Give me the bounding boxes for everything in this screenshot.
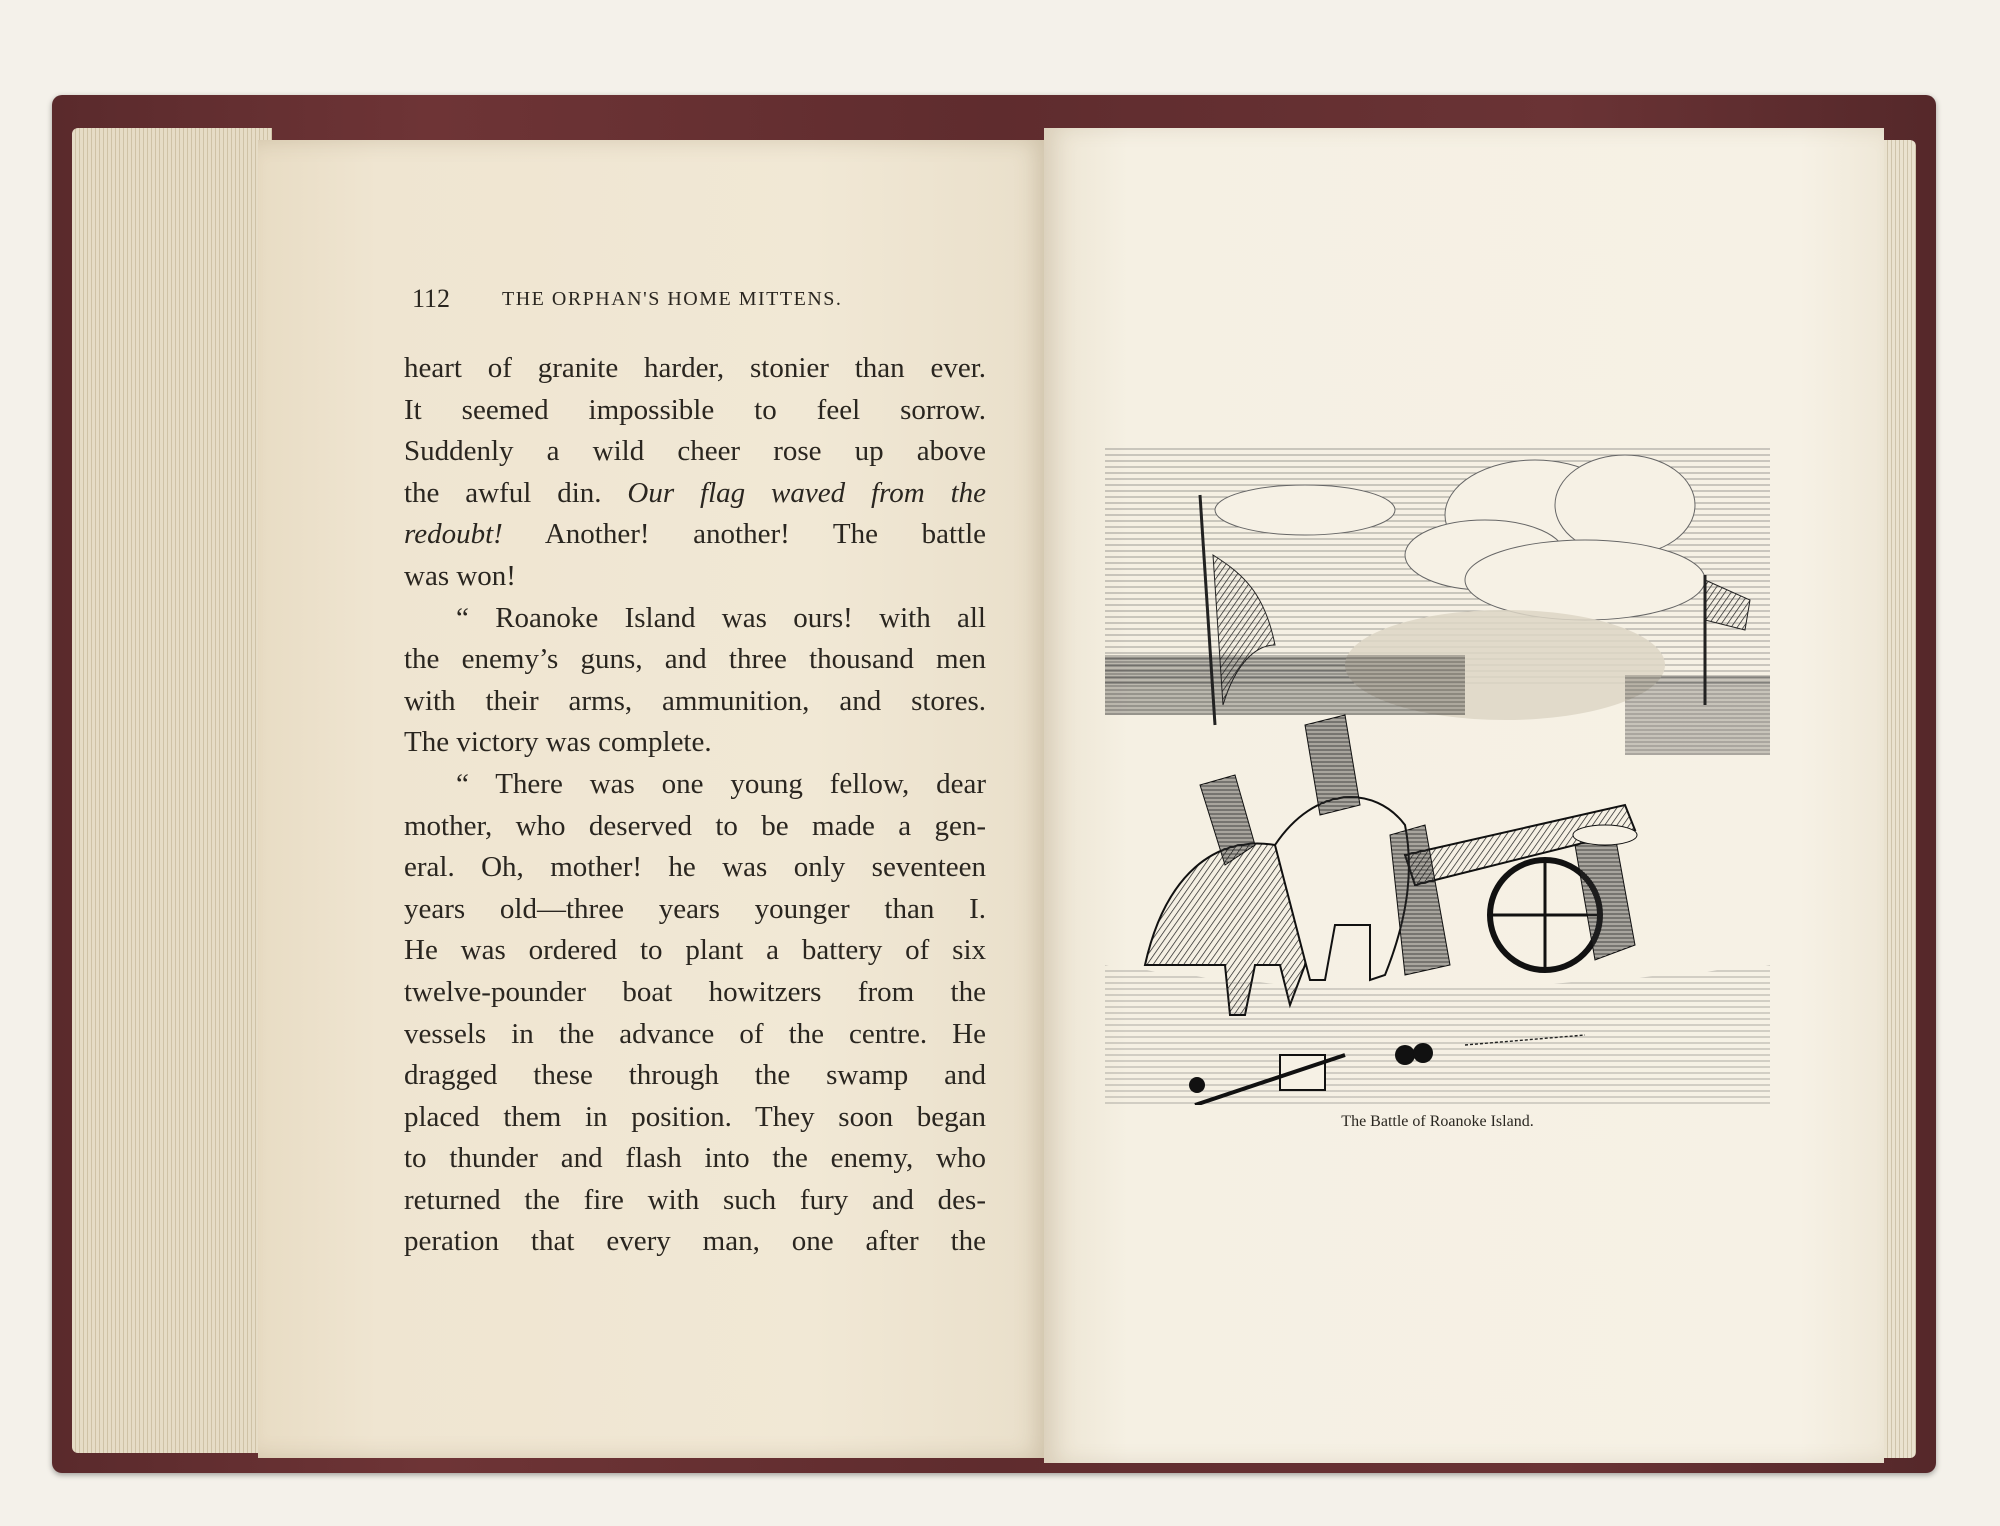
text-line: mother, who deserved to be made a gen-: [404, 809, 986, 842]
text-line: years old—three years younger than I.: [404, 892, 986, 925]
text-line: returned the fire with such fury and des-: [404, 1183, 986, 1216]
text-line: peration that every man, one after the: [404, 1225, 986, 1258]
text-line: It seemed impossible to feel sorrow.: [404, 393, 986, 426]
italic-phrase: redoubt!: [404, 518, 503, 551]
text-line: heart of granite harder, stonier than ever.: [404, 352, 986, 384]
text-line: dragged these through the swamp and: [404, 1059, 986, 1092]
text-line: The victory was complete.: [404, 726, 712, 759]
text-line: the enemy’s guns, and three thousand men: [404, 643, 986, 676]
page-header: [412, 284, 992, 320]
text-line: was won!: [404, 559, 516, 592]
text-line: “ There was one young fellow, dear: [456, 767, 986, 800]
illustration-caption: The Battle of Roanoke Island.: [1341, 1113, 1534, 1130]
text-line: with their arms, ammunition, and stores.: [404, 684, 986, 717]
text-line: vessels in the advance of the centre. He: [404, 1017, 986, 1050]
battle-engraving: [1105, 405, 1770, 1105]
text-line: redoubt! Another! another! The battle: [404, 518, 986, 551]
text-line: He was ordered to plant a battery of six: [404, 934, 986, 967]
running-head: THE ORPHAN'S HOME MITTENS.: [502, 288, 843, 310]
page-block-left: [72, 128, 272, 1453]
text-line: twelve-pounder boat howitzers from the: [404, 975, 986, 1008]
text-body: [404, 348, 986, 1263]
text-line: “ Roanoke Island was ours! with all: [456, 601, 986, 634]
text-line: Suddenly a wild cheer rose up above: [404, 435, 986, 468]
italic-phrase: Our flag waved from the: [627, 476, 987, 509]
text-line: eral. Oh, mother! he was only seventeen: [404, 851, 986, 884]
page-number: 112: [412, 284, 451, 313]
text-line: placed them in position. They soon began: [404, 1100, 986, 1133]
text-line: to thunder and flash into the enemy, who: [404, 1142, 986, 1175]
text-line: the awful din. Our flag waved from the: [404, 476, 987, 509]
